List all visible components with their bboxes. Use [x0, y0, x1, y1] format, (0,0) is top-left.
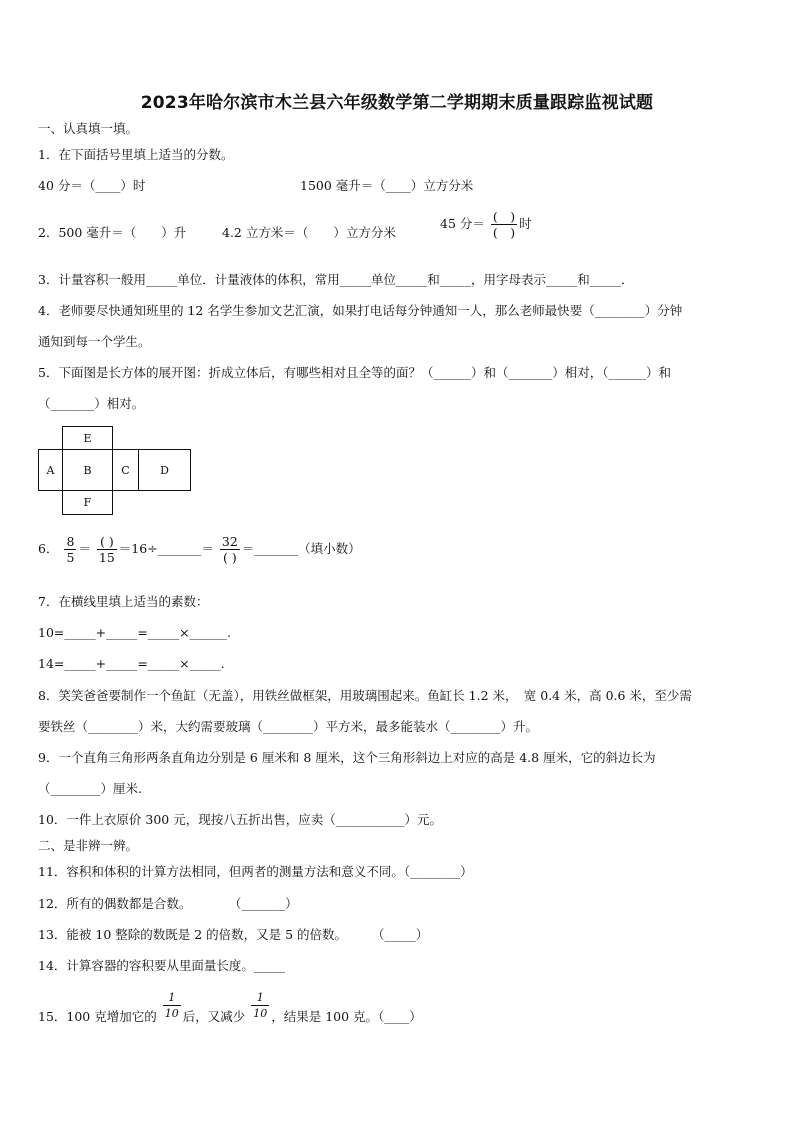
- question-6: [38, 534, 361, 565]
- fraction-denominator: 10: [164, 1007, 179, 1020]
- question-6-middle: ＝16÷_______＝: [118, 541, 214, 556]
- fraction-one-tenth: [163, 990, 181, 1021]
- fraction-8-5: [64, 534, 76, 565]
- question-4-line2: 通知到每一个学生。: [38, 334, 151, 349]
- fraction-blank-15: [97, 534, 117, 565]
- question-2a: 2．500 毫升＝（ ）升: [38, 225, 187, 240]
- net-face-d: D: [138, 449, 191, 491]
- question-7b: 14=_____+_____=_____×_____.: [38, 656, 225, 671]
- question-2c-prefix: 45 分＝: [440, 216, 485, 231]
- question-5-line2: （_______）相对。: [38, 396, 145, 411]
- net-face-c: C: [112, 449, 139, 491]
- question-2c-suffix: 时: [519, 216, 532, 231]
- net-face-a: A: [38, 449, 63, 491]
- net-face-e: E: [62, 426, 113, 450]
- question-14: 14．计算容器的容积要从里面量长度。_____: [38, 958, 286, 973]
- equals-sign: ＝: [78, 541, 91, 556]
- question-7: 7．在横线里填上适当的素数：: [38, 594, 209, 609]
- fraction-denominator: ( ): [492, 225, 516, 240]
- question-7a: 10=_____+_____=_____×______.: [38, 625, 232, 640]
- fraction-one-tenth: [251, 990, 269, 1021]
- question-6-label: 6．: [38, 541, 59, 556]
- fraction-32-blank: [220, 534, 240, 565]
- question-2c: [440, 209, 532, 240]
- question-8-line2: 要铁丝（________）米，大约需要玻璃（________）平方米，最多能装水（________）升。: [38, 719, 539, 734]
- fraction-numerator: ( ): [492, 209, 516, 224]
- question-1: 1．在下面括号里填上适当的分数。: [38, 147, 234, 162]
- fraction-denominator: ( ): [223, 550, 237, 565]
- net-face-b: B: [62, 449, 113, 491]
- question-15-middle: 后，又减少: [182, 1009, 246, 1024]
- question-9-line2: （________）厘米.: [38, 781, 142, 796]
- question-13: 13．能被 10 整除的数既是 2 的倍数，又是 5 的倍数。 （_____）: [38, 927, 429, 942]
- question-15-prefix: 15．100 克增加它的: [38, 1009, 157, 1024]
- question-6-tail: ＝_______（填小数）: [241, 541, 361, 556]
- question-3: 3．计量容积一般用_____单位．计量液体的体积，常用_____单位_____和_____，用字母表示_____和_____．: [38, 272, 634, 287]
- fraction-numerator: ( ): [97, 534, 117, 550]
- fraction-denominator: 5: [66, 550, 75, 565]
- fraction-blank: [491, 209, 517, 240]
- question-1a: 40 分＝（____）时: [38, 178, 146, 193]
- question-5-line1: 5．下面图是长方体的展开图：折成立体后，有哪些相对且全等的面？（______）和（_______）相对，（______）和: [38, 365, 671, 380]
- question-15: [38, 990, 422, 1025]
- question-15-suffix: ，结果是 100 克。（____）: [271, 1009, 422, 1024]
- question-11: 11．容积和体积的计算方法相同，但两者的测量方法和意义不同。（________）: [38, 864, 473, 879]
- question-4-line1: 4．老师要尽快通知班里的 12 名学生参加文艺汇演，如果打电话每分钟通知一人，那么老师最快要（________）分钟: [38, 303, 683, 318]
- fraction-numerator: 1: [163, 990, 181, 1006]
- question-10: 10．一件上衣原价 300 元，现按八五折出售，应卖（___________）元。: [38, 812, 442, 827]
- question-2b: 4.2 立方米＝（ ）立方分米: [222, 225, 396, 240]
- fraction-numerator: 8: [66, 534, 75, 549]
- fraction-numerator: 32: [221, 534, 238, 549]
- question-12: 12．所有的偶数都是合数。 （_______）: [38, 896, 298, 911]
- fraction-denominator: 15: [98, 550, 115, 565]
- section-heading-judge: 二、是非辨一辨。: [38, 838, 139, 853]
- net-face-f: F: [62, 490, 113, 515]
- fraction-numerator: 1: [251, 990, 269, 1006]
- page-title: 2023年哈尔滨市木兰县六年级数学第二学期期末质量跟踪监视试题: [140, 93, 654, 113]
- question-1b: 1500 毫升＝（____）立方分米: [300, 178, 474, 193]
- question-9-line1: 9．一个直角三角形两条直角边分别是 6 厘米和 8 厘米，这个三角形斜边上对应的高是 4.8 厘米，它的斜边长为: [38, 750, 656, 765]
- fraction-denominator: 10: [253, 1007, 268, 1020]
- question-8-line1: 8．笑笑爸爸要制作一个鱼缸（无盖），用铁丝做框架，用玻璃围起来。鱼缸长 1.2 米， 宽 0.4 米，高 0.6 米，至少需: [38, 688, 692, 703]
- section-heading-fill: 一、认真填一填。: [38, 121, 139, 136]
